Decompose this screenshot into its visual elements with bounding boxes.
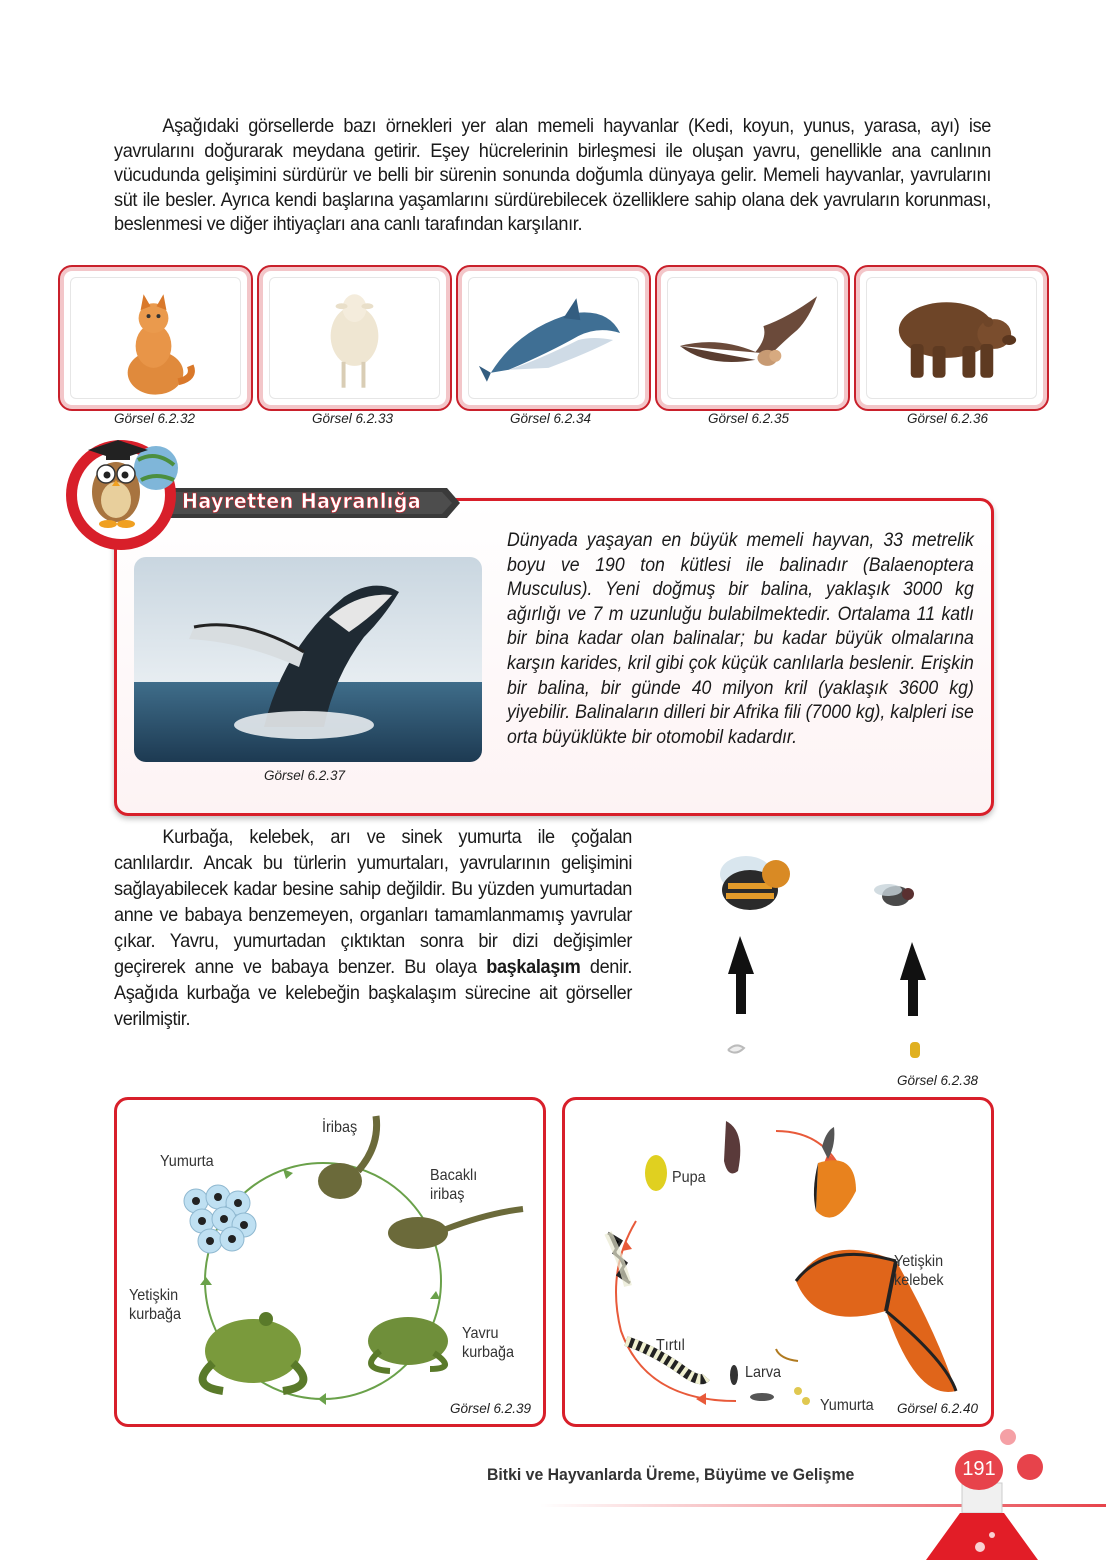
sheep-image (270, 278, 439, 398)
metamorphosis-text-after: denir. Aşağıda kurbağa ve kelebeğin başkalaşım sürecine ait görseller verilmiştir. (114, 956, 633, 1030)
metamorphosis-paragraph (114, 824, 632, 1032)
footer-chapter-title: Bitki ve Hayvanlarda Üreme, Büyüme ve Gelişme (487, 1465, 855, 1484)
caption-whale: Görsel 6.2.37 (264, 768, 346, 783)
whale-image (134, 557, 482, 762)
image-frame-dolphin (456, 265, 651, 411)
page-number: 191 (962, 1458, 996, 1480)
insects-figure (688, 836, 988, 1072)
flask-icon (920, 1425, 1060, 1560)
bear-image (867, 278, 1036, 398)
flask-decoration (920, 1425, 1060, 1560)
caption-insects: Görsel 6.2.38 (897, 1073, 979, 1088)
dolphin-image (469, 278, 638, 398)
caption-butterfly-cycle: Görsel 6.2.40 (897, 1401, 979, 1416)
frog-cycle-art (118, 1101, 538, 1419)
image-frame-bear (854, 265, 1049, 411)
frog-label-egg: Yumurta (160, 1153, 214, 1170)
bat-image (668, 278, 837, 398)
intro-text: Aşağıdaki görsellerde bazı örnekleri yer alan memeli hayvanlar (Kedi, koyun, yunus, yarasa, ayı) ise yavrularını doğurarak meydana getirir. Eşey hücrelerinin birleşmesi ile oluşan yavru, genellikle ana canlının vücudunda gelişimini sürdürür ve belli bir sürenin sonunda doğumla dünyaya gelir. Memeli hayvanlar, yavrularını süt ile besler. Ayrıca kendi başlarına yaşamlarını sürdürebilecek özelliklere sahip olana dek yavruların korunması, beslenmesi ve diğer ihtiyaçları ana canlı tarafından karşılanır. (114, 115, 991, 235)
caption-frog-cycle: Görsel 6.2.39 (450, 1401, 532, 1416)
owl-icon (56, 420, 186, 550)
bee-fly-development (688, 836, 988, 1072)
caption-sheep: Görsel 6.2.33 (312, 411, 394, 426)
frog-label-young: Yavru kurbağa (462, 1325, 515, 1361)
feature-text: Dünyada yaşayan en büyük memeli hayvan, 33 metrelik boyu ve 190 ton kütlesi ile balinadır (Balaenoptera Musculus). Yeni doğmuş bir balina, yaklaşık 3000 kg ağırlığı ve 7 m uzunluğu bulabilmektedir. Ortalama 11 katlı bir bina kadar olan balinalar; bu kadar büyük olmalarına karşın karides, kril gibi çok küçük canlılarla beslenir. Erişkin bir balina, bir günde 40 milyon kril (yaklaşık 3600 kg) yiyebilir. Balinaların dilleri bir Afrika fili (7000 kg), kalpleri ise orta büyüklükte bir otomobil kadardır. (507, 530, 974, 748)
frog-label-tadpole: İribaş (322, 1119, 358, 1136)
image-frame-bat (655, 265, 850, 411)
image-frame-sheep (257, 265, 452, 411)
frog-label-legged-tadpole: Bacaklı iribaş (430, 1167, 478, 1203)
image-frame-cat (58, 265, 253, 411)
caption-dolphin: Görsel 6.2.34 (510, 411, 592, 426)
metamorphosis-text-before: Kurbağa, kelebek, arı ve sinek yumurta ile çoğalan canlılardır. Ancak bu türlerin yumurtaları, yavrularının gelişimini sağlayabilecek kadar besine sahip değildir. Bu yüzden yumurtadan anne ve babaya benzemeyen, organları tamamlanmamış yavrular çıkar. Yavru, yumurtadan çıktıktan sonra bir dizi değişimler geçirerek anne ve babaya benzer. Bu olaya (114, 826, 633, 978)
caption-bear: Görsel 6.2.36 (907, 411, 989, 426)
intro-paragraph (114, 114, 991, 237)
caption-bat: Görsel 6.2.35 (708, 411, 790, 426)
caption-cat: Görsel 6.2.32 (114, 411, 196, 426)
butterfly-label-larva: Larva (745, 1364, 782, 1381)
butterfly-label-caterpillar: Tırtıl (656, 1337, 685, 1354)
cat-image (71, 278, 240, 398)
butterfly-label-pupa: Pupa (672, 1169, 706, 1186)
butterfly-label-adult: Yetişkin kelebek (894, 1253, 944, 1289)
feature-banner (162, 484, 460, 522)
whale-photo (134, 557, 482, 762)
frog-cycle-diagram (118, 1101, 538, 1419)
frog-label-adult: Yetişkin kurbağa (129, 1287, 182, 1323)
owl-mascot (56, 420, 186, 550)
banner-text: Hayretten Hayranlığa (182, 489, 422, 513)
metamorphosis-text (114, 824, 632, 1032)
keyword-baskalasim: başkalaşım (486, 956, 581, 978)
butterfly-label-egg: Yumurta (820, 1397, 874, 1414)
